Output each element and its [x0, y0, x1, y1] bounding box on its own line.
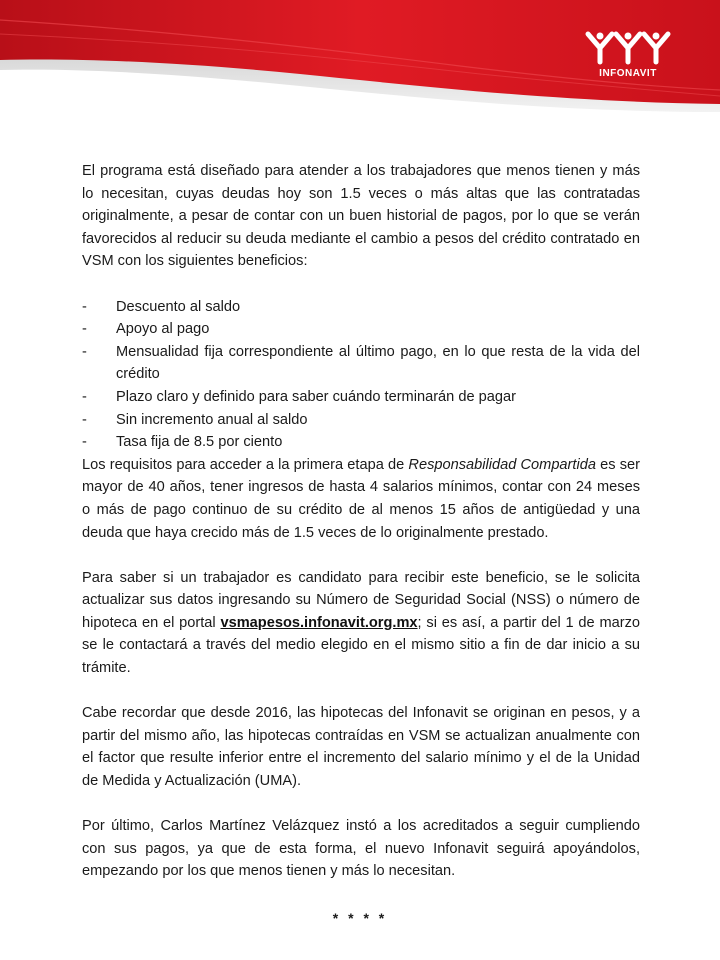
program-name: Responsabilidad Compartida: [408, 456, 596, 473]
list-item: - Sin incremento anual al saldo: [82, 411, 308, 428]
list-item: - Plazo claro y definido para saber cuándo terminarán de pagar: [82, 388, 516, 405]
list-item: - Descuento al saldo: [82, 298, 241, 315]
paragraph-2: Los requisitos para acceder a la primera etapa de Responsabilidad Compartida es ser mayor de 40 años, tener ingresos de hasta 4 salarios mínimos, contar con 24 meses o más de pago continuo de su crédito de al menos 15 años de antigüedad y una deuda que haya crecido más de 1.5 veces de lo originalmente prestado.: [82, 456, 640, 541]
spacer: [82, 544, 640, 567]
portal-link[interactable]: vsmapesos.infonavit.org.mx: [220, 614, 418, 631]
list-item: - Tasa fija de 8.5 por ciento: [82, 434, 283, 451]
paragraph-1: El programa está diseñado para atender a los trabajadores que menos tienen y más lo necesitan, cuyas deudas hoy son 1.5 veces o más altas que las contratadas originalmente, a pesar de contar con un buen historial de pagos, por lo que se verán favorecidos al reducir su deuda mediante el cambio a pesos del crédito contratado en VSM con los siguientes beneficios:: [82, 163, 640, 270]
paragraph-3: Para saber si un trabajador es candidato para recibir este beneficio, se le solicita actualizar sus datos ingresando su Número de Seguridad Social (NSS) o número de hipoteca en el portal vsmapesos.infonavit.org.mx; si es así, a partir del 1 de marzo se le contactará a través del medio elegido en el mismo sitio a fin de dar inicio a su trámite.: [82, 569, 640, 677]
spacer: [82, 793, 640, 816]
paragraph-4: Cabe recordar que desde 2016, las hipotecas del Infonavit se originan en pesos, y a partir del mismo año, las hipotecas contraídas en VSM se actualizan anualmente con el factor que resulte inferior entre el incremento del salario mínimo y el de la Unidad de Medida y Actualización (UMA).: [82, 705, 640, 790]
end-marker: * * * *: [332, 910, 388, 926]
paragraph-5: Por último, Carlos Martínez Velázquez instó a los acreditados a seguir cumpliendo con sus pagos, ya que de esta forma, el nuevo Infonavit seguirá apoyándolos, empezando por los que menos tienen y más lo necesitan.: [82, 818, 640, 880]
logo-text: INFONAVIT: [599, 68, 657, 79]
benefits-list: [82, 296, 640, 454]
list-item: - Mensualidad fija correspondiente al último pago, en lo que resta de la vida del crédito: [82, 343, 640, 383]
list-item: - Apoyo al pago: [82, 321, 210, 338]
spacer: [82, 680, 640, 703]
spacer: [82, 273, 640, 296]
document-body: [82, 160, 640, 883]
